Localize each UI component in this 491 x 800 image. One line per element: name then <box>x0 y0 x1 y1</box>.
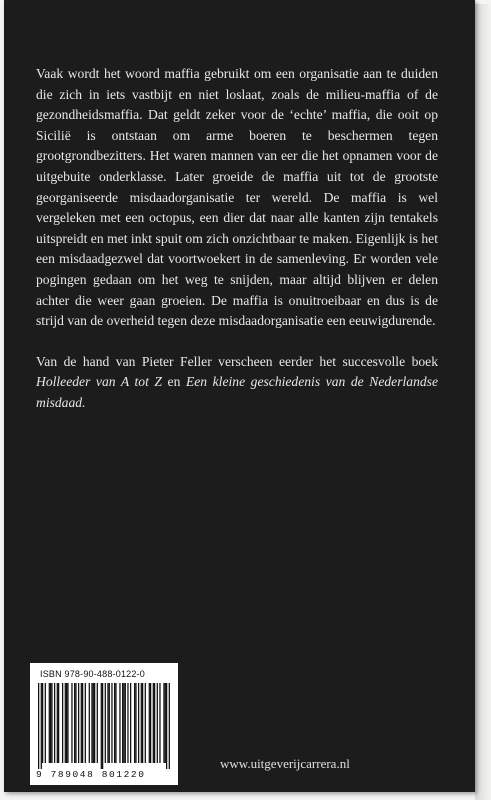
publisher-website: www.uitgeverijcarrera.nl <box>220 756 350 771</box>
barcode-digits: 9 789048 801220 <box>36 769 146 780</box>
paragraph-2-mid: en <box>161 374 186 390</box>
isbn-number: ISBN 978-90-488-0122-0 <box>40 669 145 679</box>
blurb-text <box>36 64 438 414</box>
page-edge-shadow <box>475 4 491 800</box>
book-title-misdaad: Een kleine geschiedenis van de Nederlandse misdaad. <box>36 374 438 410</box>
barcode-icon <box>38 683 170 769</box>
book-title-holleeder: Holleeder van A tot Z <box>36 374 162 390</box>
blurb-paragraph-2 <box>36 352 438 414</box>
blurb-paragraph-1: Vaak wordt het woord maffia gebruikt om een organisatie aan te duiden die zich in iets vastbijt en niet loslaat, zoals de milieu-maffia of de gezondheidsmaffia. Dat geldt zeker voor de ‘echte’ maffia, die ooit op Sicilië is ontstaan om arme boeren te beschermen tegen grootgrondbezitters. Het waren mannen van eer die het opnamen voor de uitgebuite onderklasse. Later groeide de maffia uit tot de grootste georganiseerde misdaadorganisatie ter wereld. De maffia is wel vergeleken met een octopus, een dier dat naar alle kanten zijn tentakels uitspreidt en met inkt spuit om zich onzichtbaar te maken. Eigenlijk is het een misdaadgezwel dat voortwoekert in de samenleving. Er worden vele pogingen gedaan om het weg te snijden, maar altijd blijven er delen achter die weer gaan groeien. De maffia is onuitroeibaar en dus is de strijd van de overheid tegen deze misdaadorganisatie een eeuwigdurende. <box>36 66 438 329</box>
paragraph-2-lead: Van de hand van Pieter Feller verscheen eerder het succesvolle boek <box>36 353 438 369</box>
barcode-label <box>30 663 178 785</box>
